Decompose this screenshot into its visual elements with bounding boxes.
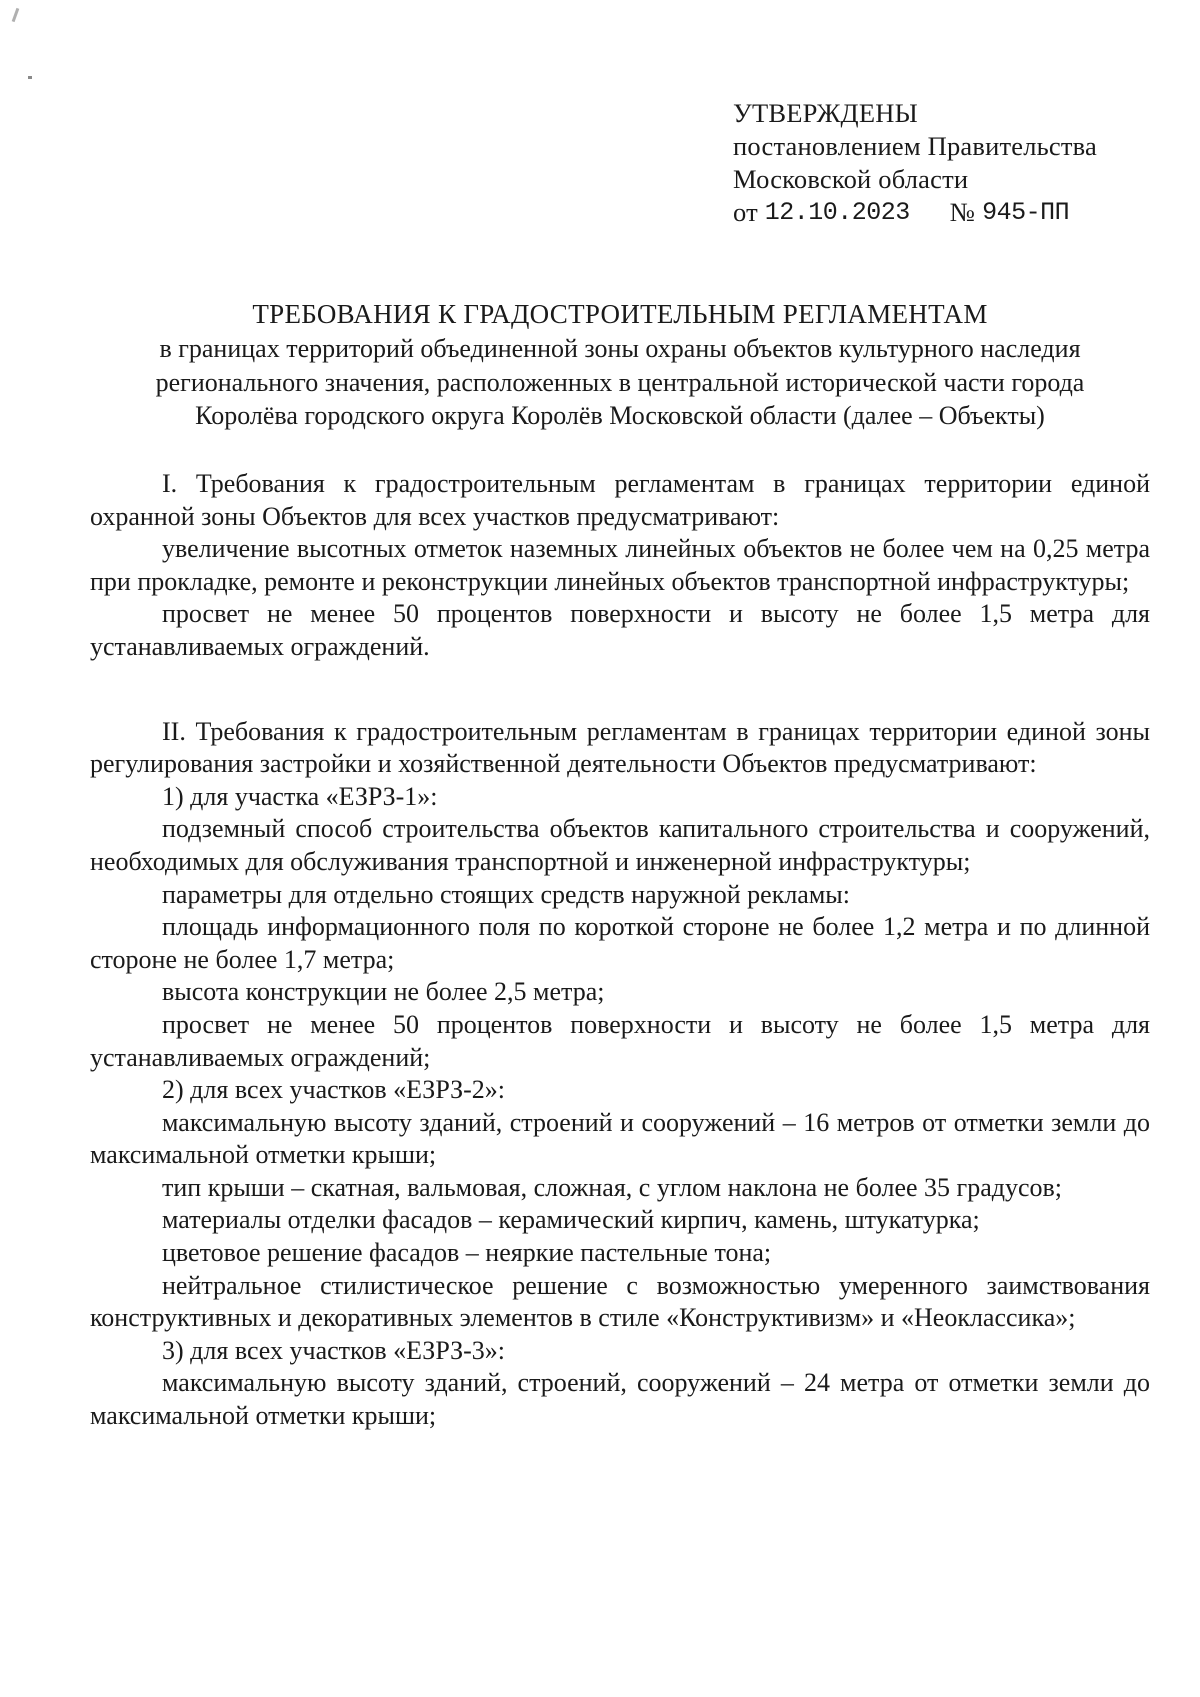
- date-prefix: от: [733, 197, 758, 227]
- subsection-2-item: максимальную высоту зданий, строений и сооружений – 16 метров от отметки земли до максимальной отметки крыши;: [90, 1107, 1150, 1170]
- scan-mark: [12, 8, 20, 22]
- approval-line-1: постановлением Правительства: [733, 131, 1097, 161]
- subsection-2-item: материалы отделки фасадов – керамический кирпич, камень, штукатурка;: [162, 1205, 980, 1235]
- subsection-1-item: параметры для отдельно стоящих средств наружной рекламы:: [162, 879, 850, 909]
- title-line-1: в границах территорий объединенной зоны охраны объектов культурного наследия: [159, 333, 1081, 363]
- subsection-1-item: просвет не менее 50 процентов поверхности и высоту не более 1,5 метра для устанавливаемых ограждений;: [90, 1009, 1150, 1072]
- document-body: [90, 468, 1150, 1433]
- approval-number: 945-ПП: [982, 198, 1070, 227]
- subsection-3-item: максимальную высоту зданий, строений, сооружений – 24 метра от отметки земли до максимальной отметки крыши;: [90, 1368, 1150, 1431]
- document-title-block: [90, 298, 1150, 433]
- approval-block: [733, 97, 1097, 229]
- section-1-intro: I. Требования к градостроительным регламентам в границах территории единой охранной зоны Объектов для всех участков предусматривают:: [90, 469, 1150, 531]
- document-title: ТРЕБОВАНИЯ К ГРАДОСТРОИТЕЛЬНЫМ РЕГЛАМЕНТАМ: [252, 299, 988, 329]
- title-line-3: Королёва городского округа Королёв Московской области (далее – Объекты): [195, 401, 1045, 431]
- subsection-2-heading: 2) для всех участков «ЕЗРЗ-2»:: [162, 1075, 506, 1105]
- subsection-3-heading: 3) для всех участков «ЕЗРЗ-3»:: [162, 1335, 506, 1365]
- subsection-2-item: нейтральное стилистическое решение с возможностью умеренного заимствования конструктивных и декоративных элементов в стиле «Конструктивизм» и «Неоклассика»;: [90, 1270, 1150, 1333]
- section-1-item: просвет не менее 50 процентов поверхности и высоту не более 1,5 метра для устанавливаемых ограждений.: [90, 599, 1150, 661]
- approval-date-row: [733, 196, 1097, 229]
- approval-line-2: Московской области: [733, 164, 969, 194]
- subsection-2-item: тип крыши – скатная, вальмовая, сложная, с углом наклона не более 35 градусов;: [162, 1172, 1063, 1202]
- subsection-1-item: площадь информационного поля по короткой стороне не более 1,2 метра и по длинной стороне не более 1,7 метра;: [90, 912, 1150, 974]
- section-2-intro: II. Требования к градостроительным регламентам в границах территории единой зоны регулирования застройки и хозяйственной деятельности Объектов предусматривают:: [90, 716, 1150, 779]
- scan-dot: [28, 76, 32, 79]
- title-line-2: регионального значения, расположенных в центральной исторической части города: [155, 367, 1085, 397]
- subsection-1-item: подземный способ строительства объектов капитального строительства и сооружений, необходимых для обслуживания транспортной и инженерной инфраструктуры;: [90, 814, 1150, 876]
- number-prefix: №: [949, 197, 976, 227]
- approval-date: 12.10.2023: [764, 198, 910, 227]
- subsection-1-heading: 1) для участка «ЕЗРЗ-1»:: [162, 781, 438, 811]
- subsection-2-item: цветовое решение фасадов – неяркие пастельные тона;: [162, 1238, 772, 1268]
- approval-heading: УТВЕРЖДЕНЫ: [733, 98, 918, 128]
- subsection-1-item: высота конструкции не более 2,5 метра;: [162, 977, 605, 1007]
- section-1-item: увеличение высотных отметок наземных линейных объектов не более чем на 0,25 метра при прокладке, ремонте и реконструкции линейных объектов транспортной инфраструктуры;: [90, 534, 1150, 596]
